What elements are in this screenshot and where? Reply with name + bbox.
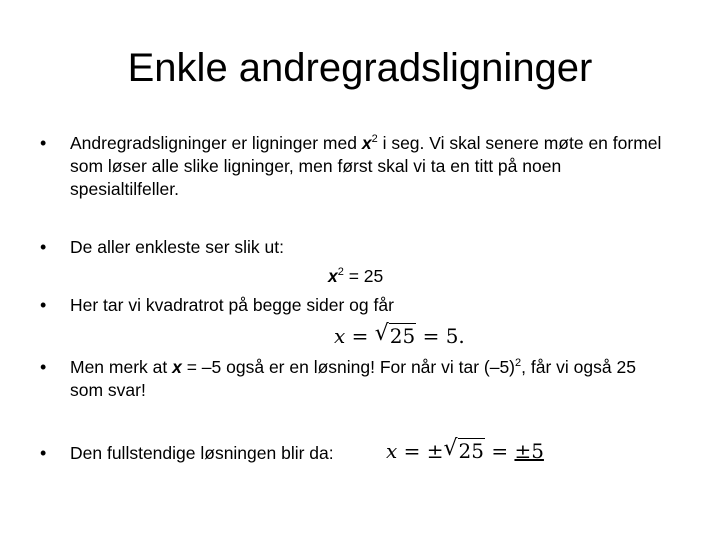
sqrt-symbol-icon: √: [443, 436, 458, 461]
bullet4-text-end: , får vi også 25 som svar!: [70, 357, 636, 400]
equation2-sqrt: [375, 322, 416, 350]
bullet4-text-mid: = –5 også er en løsning! For når vi tar (–5): [181, 357, 516, 377]
bullet1-exponent: 2: [371, 133, 378, 146]
equation3-radicand: 25: [458, 439, 484, 463]
bullet4-text-start: Men merk at: [70, 357, 173, 377]
bullet1-variable: x: [361, 133, 372, 153]
equation3-result: ±5: [514, 439, 544, 463]
slide-title: Enkle andregradsligninger: [127, 46, 593, 90]
equation1-exponent: 2: [337, 266, 344, 279]
equation1-rest: = 25: [343, 266, 384, 286]
equation2-lhs: x: [334, 324, 346, 348]
equation3-equals: =: [484, 439, 515, 463]
equation-square-root: [334, 322, 465, 350]
equation-full-solution: [386, 437, 544, 465]
bullet1-text-start: Andregradsligninger er ligninger med: [70, 133, 362, 153]
bullet-simplest-form: • De aller enkleste ser slik ut:: [70, 236, 670, 259]
equation2-result: = 5.: [416, 324, 465, 348]
equation3-equals-pm: = ±: [397, 439, 444, 463]
equation2-equals: =: [345, 324, 375, 348]
bullet-negative-solution: [70, 356, 670, 402]
bullet-full-solution: • Den fullstendige løsningen blir da:: [70, 442, 670, 465]
equation3-sqrt: [444, 437, 485, 465]
bullet1-text-end: i seg. Vi skal senere møte en formel som løser alle slike ligninger, men først skal vi ta en titt på noen spesialtilfeller.: [70, 133, 662, 199]
equation2-radicand: 25: [389, 324, 416, 348]
bullet-definition: [70, 132, 670, 201]
bullet4-variable: x: [172, 357, 182, 377]
sqrt-symbol-icon: √: [374, 321, 389, 346]
bullet-square-root: • Her tar vi kvadratrot på begge sider og får: [70, 294, 670, 317]
equation3-lhs: x: [386, 439, 398, 463]
bullet4-exponent: 2: [515, 357, 522, 370]
equation-x-squared: [328, 265, 383, 288]
equation1-variable: x: [328, 266, 338, 286]
